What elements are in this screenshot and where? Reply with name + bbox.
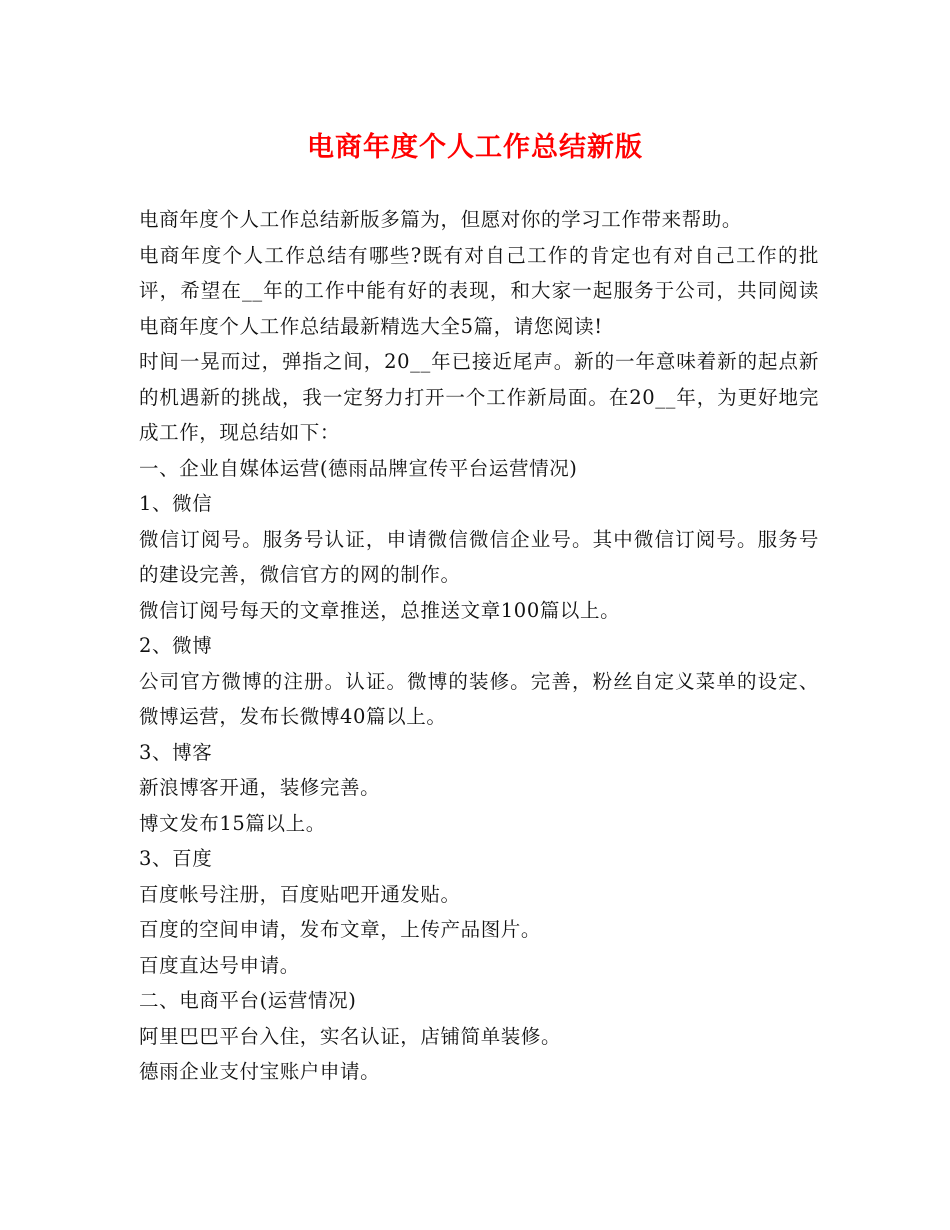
subheading-wechat: 1、微信 xyxy=(139,492,213,515)
paragraph-baidu-account: 百度帐号注册，百度贴吧开通发贴。 xyxy=(139,882,461,906)
paragraph-blog-setup: 新浪博客开通，装修完善。 xyxy=(139,776,381,799)
section-heading-media: 一、企业自媒体运营(德雨品牌宣传平台运营情况) xyxy=(139,456,578,480)
paragraph-weibo: 公司官方微博的注册。认证。微博的装修。完善，粉丝自定义菜单的设定、微博运营，发布长微博40篇以上。 xyxy=(139,669,819,728)
section-heading-ecommerce: 二、电商平台(运营情况) xyxy=(139,989,357,1012)
paragraph-wechat-posts: 微信订阅号每天的文章推送，总推送文章100篇以上。 xyxy=(139,598,621,622)
subheading-weibo: 2、微博 xyxy=(139,634,213,657)
document-body xyxy=(139,202,819,1090)
paragraph-blog-posts: 博文发布15篇以上。 xyxy=(139,811,326,835)
subheading-blog: 3、博客 xyxy=(139,740,213,764)
paragraph-intro: 电商年度个人工作总结新版多篇为，但愿对你的学习工作带来帮助。 xyxy=(139,208,743,231)
paragraph-baidu-direct: 百度直达号申请。 xyxy=(139,953,300,977)
paragraph-opening: 时间一晃而过，弹指之间，20__年已接近尾声。新的一年意味着新的起点新的机遇新的挑战，我一定努力打开一个工作新局面。在20__年，为更好地完成工作，现总结如下： xyxy=(139,350,819,444)
paragraph-wechat-setup: 微信订阅号。服务号认证，申请微信微信企业号。其中微信订阅号。服务号的建设完善，微信官方的网的制作。 xyxy=(139,527,819,586)
paragraph-alipay: 德雨企业支付宝账户申请。 xyxy=(139,1060,381,1083)
subheading-baidu: 3、百度 xyxy=(139,847,213,870)
paragraph-alibaba: 阿里巴巴平台入住，实名认证，店铺简单装修。 xyxy=(139,1024,562,1048)
paragraph-baidu-space: 百度的空间申请，发布文章，上传产品图片。 xyxy=(139,918,542,941)
paragraph-overview: 电商年度个人工作总结有哪些?既有对自己工作的肯定也有对自己工作的批评，希望在__年的工作中能有好的表现，和大家一起服务于公司，共同阅读电商年度个人工作总结最新精选大全5篇，请您阅读! xyxy=(139,243,819,338)
page-title: 电商年度个人工作总结新版 xyxy=(307,132,643,163)
